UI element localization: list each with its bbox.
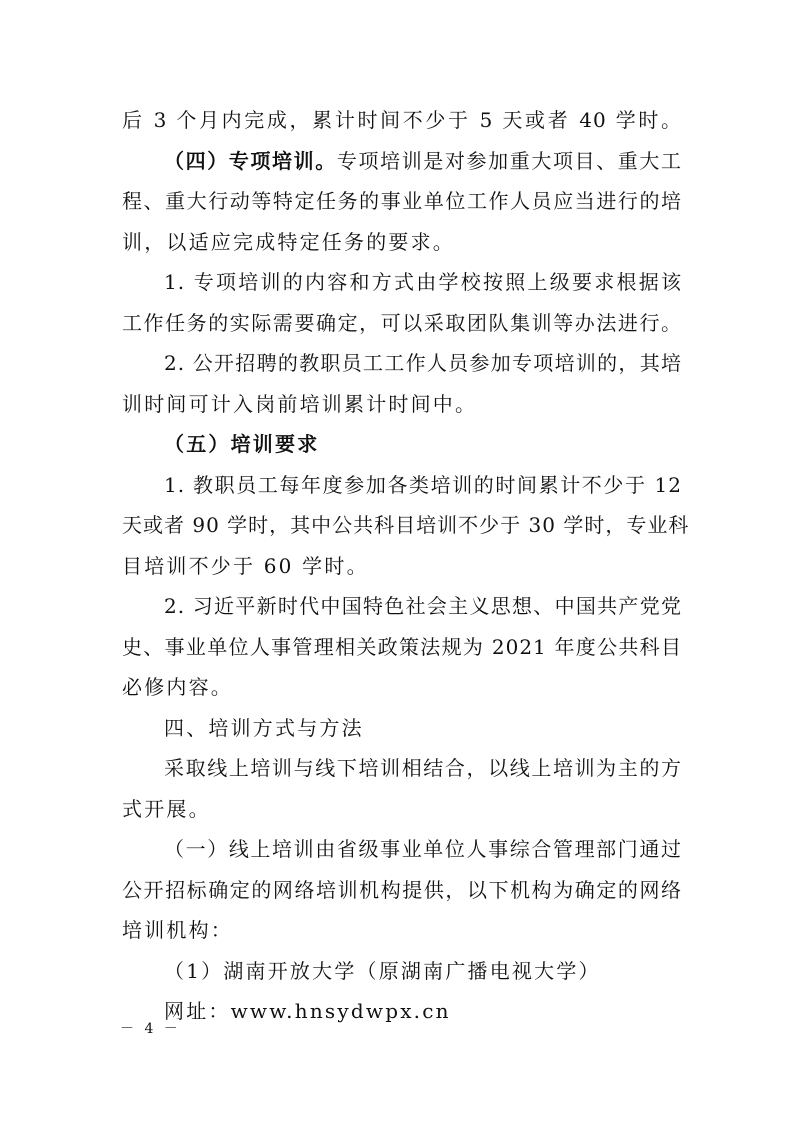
website-line: 网址：www.hnsydwpx.cn — [164, 999, 451, 1023]
paragraph-line: 训，以适应完成特定任务的要求。 — [122, 229, 455, 254]
paragraph-line: 训时间可计入岗前培训累计时间中。 — [122, 391, 478, 416]
paragraph-line: 1. 专项培训的内容和方式由学校按照上级要求根据该 — [164, 270, 682, 294]
paragraph-line: 公开招标确定的网络培训机构提供，以下机构为确定的网络 — [122, 877, 682, 902]
section-heading: 四、培训方式与方法 — [164, 715, 364, 740]
document-body — [122, 100, 690, 1032]
section-heading: （五）培训要求 — [164, 432, 320, 456]
section-heading-special-training: （四）专项培训。 — [164, 148, 337, 173]
paragraph-line: 2. 公开招聘的教职员工工作人员参加专项培训的，其培 — [164, 351, 682, 375]
paragraph-line: 程、重大行动等特定任务的事业单位工作人员应当进行的培 — [122, 189, 682, 213]
section-text: 专项培训是对参加重大项目、重大工 — [336, 148, 683, 173]
paragraph-line: 式开展。 — [122, 796, 211, 821]
paragraph-line: 史、事业单位人事管理相关政策法规为 2021 年度公共科目 — [122, 634, 682, 659]
paragraph-line: 2. 习近平新时代中国特色社会主义思想、中国共产党党 — [164, 594, 682, 618]
paragraph-line: （1）湖南开放大学（原湖南广播电视大学） — [164, 958, 601, 983]
paragraph-line: 1. 教职员工每年度参加各类培训的时间累计不少于 12 — [164, 472, 682, 497]
paragraph-line: 采取线上培训与线下培训相结合，以线上培训为主的方 — [164, 756, 682, 780]
paragraph-line: 培训机构： — [122, 918, 233, 942]
paragraph-line: （一）线上培训由省级事业单位人事综合管理部门通过 — [164, 837, 682, 861]
paragraph-line: 目培训不少于 60 学时。 — [122, 553, 369, 578]
page-number: － 4 － — [120, 1021, 181, 1037]
paragraph-line: 天或者 90 学时，其中公共科目培训不少于 30 学时，专业科 — [122, 513, 690, 537]
paragraph-line — [122, 141, 682, 182]
paragraph-line: 后 3 个月内完成，累计时间不少于 5 天或者 40 学时。 — [122, 108, 682, 132]
paragraph-line: 必修内容。 — [122, 675, 233, 699]
paragraph-line: 工作任务的实际需要确定，可以采取团队集训等办法进行。 — [122, 310, 682, 335]
